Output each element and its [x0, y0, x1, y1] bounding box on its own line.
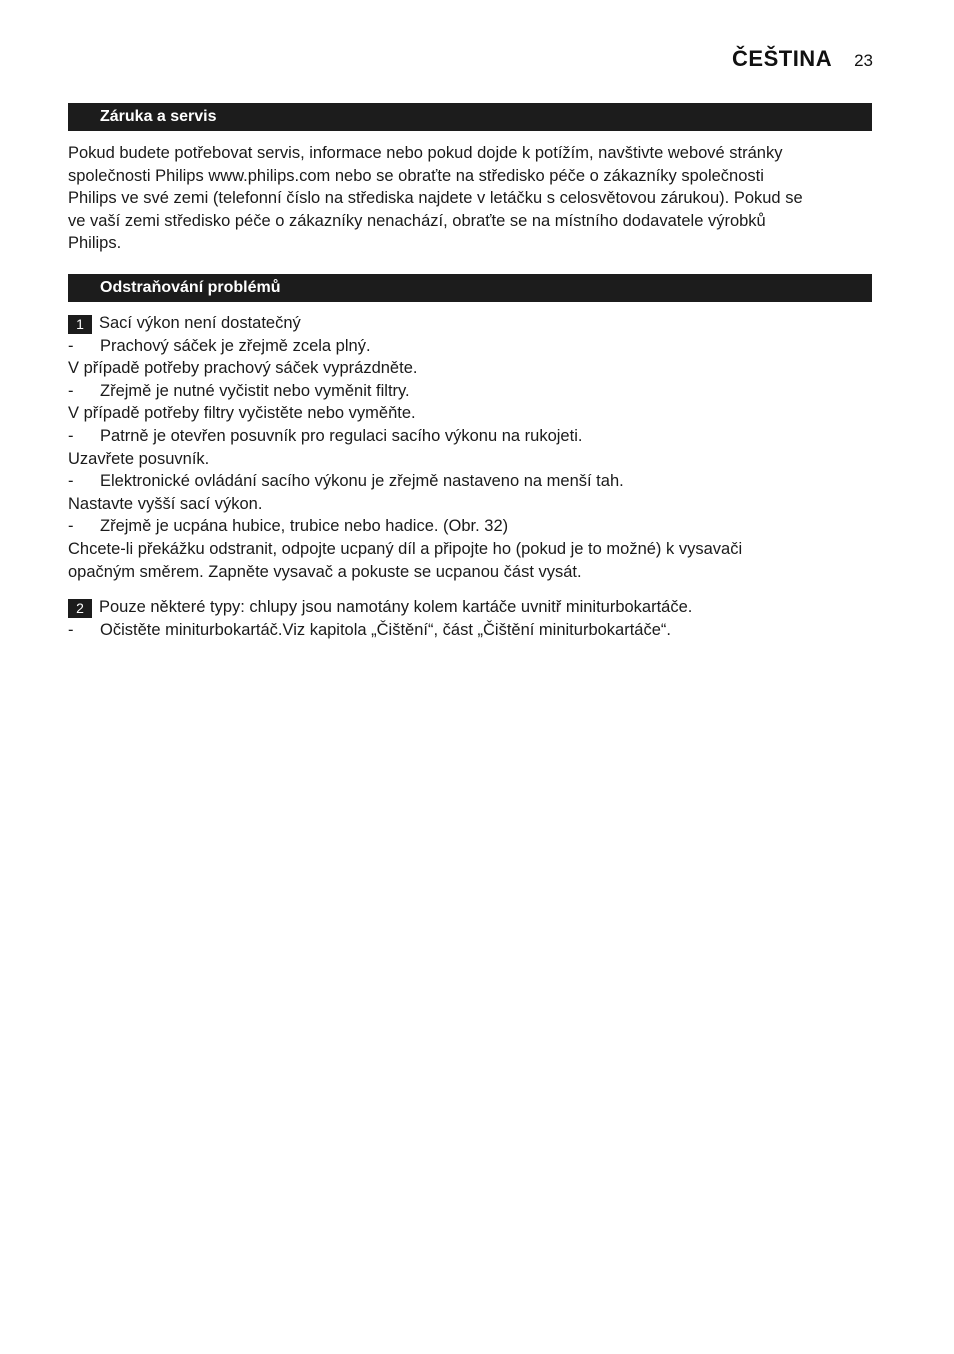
step-title: Sací výkon není dostatečný [99, 314, 301, 332]
list-item [68, 335, 878, 358]
language-label: ČEŠTINA [732, 46, 833, 71]
problem-text: Elektronické ovládání sacího výkonu je zřejmě nastaveno na menší tah. [100, 472, 624, 491]
problem-text: Prachový sáček je zřejmě zcela plný. [100, 336, 371, 355]
solution-text: Nastavte vyšší sací výkon. [68, 494, 263, 513]
step-number-badge: 1 [68, 315, 92, 334]
bullet-dash: - [68, 517, 74, 536]
bullet-dash: - [68, 336, 74, 355]
section-heading-troubleshooting: Odstraňování problémů [68, 274, 872, 302]
page-header [732, 46, 873, 72]
problem-text: Zřejmě je nutné vyčistit nebo vyměnit filtry. [100, 381, 410, 400]
solution-text: opačným směrem. Zapněte vysavač a pokuste se ucpanou část vysát. [68, 562, 582, 581]
problem-text: Zřejmě je ucpána hubice, trubice nebo hadice. (Obr. 32) [100, 517, 509, 536]
paragraph-line: Philips ve své zemi (telefonní číslo na střediska najdete v letáčku s celosvětovou zárukou). Pokud se [68, 189, 803, 208]
warranty-paragraph [68, 142, 878, 255]
list-item [68, 470, 878, 493]
step-heading [68, 596, 878, 619]
bullet-dash: - [68, 426, 74, 445]
step-heading [68, 312, 878, 335]
section-heading-warranty: Záruka a servis [68, 103, 872, 131]
paragraph-line: společnosti Philips www.philips.com nebo se obraťte na středisko péče o zákazníky společnosti [68, 166, 764, 185]
troubleshooting-step-1 [68, 312, 878, 583]
problem-text: Patrně je otevřen posuvník pro regulaci sacího výkonu na rukojeti. [100, 426, 583, 445]
solution-text: V případě potřeby prachový sáček vyprázdněte. [68, 359, 418, 378]
paragraph-line: ve vaší zemi středisko péče o zákazníky nenachází, obraťte se na místního dodavatele výrobků [68, 211, 766, 230]
troubleshooting-step-2 [68, 596, 878, 641]
page-number: 23 [854, 51, 873, 70]
step-number-badge: 2 [68, 599, 92, 618]
step-title: Pouze některé typy: chlupy jsou namotány kolem kartáče uvnitř miniturbokartáče. [99, 598, 693, 616]
bullet-dash: - [68, 472, 74, 491]
paragraph-line: Philips. [68, 234, 122, 253]
bullet-dash: - [68, 620, 74, 639]
bullet-dash: - [68, 381, 74, 400]
solution-text: Uzavřete posuvník. [68, 449, 210, 468]
solution-text: Chcete-li překážku odstranit, odpojte ucpaný díl a připojte ho (pokud je to možné) k vysavači [68, 539, 743, 558]
list-item [68, 515, 878, 538]
solution-text: V případě potřeby filtry vyčistěte nebo vyměňte. [68, 404, 416, 423]
list-item [68, 619, 878, 642]
list-item [68, 380, 878, 403]
solution-text: Očistěte miniturbokartáč.Viz kapitola „Čištění“, část „Čištění miniturbokartáče“. [100, 620, 671, 639]
list-item [68, 425, 878, 448]
paragraph-line: Pokud budete potřebovat servis, informace nebo pokud dojde k potížím, navštivte webové stránky [68, 144, 783, 162]
